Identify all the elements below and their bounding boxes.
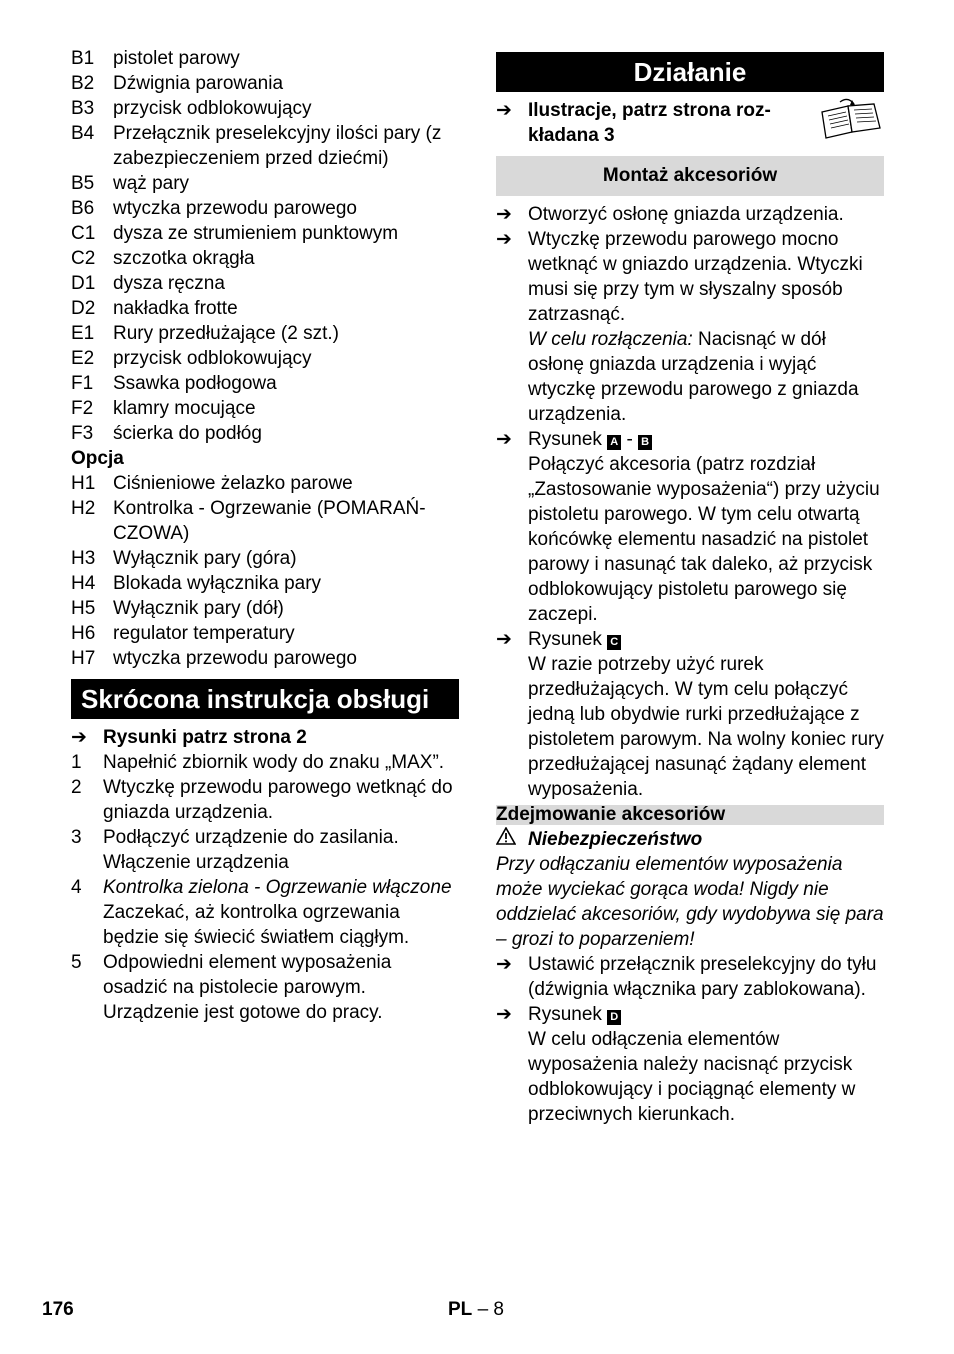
quick-step	[71, 750, 459, 775]
part-text: klamry mocujące	[113, 398, 256, 419]
step-body	[103, 875, 459, 950]
figure-letter: D	[607, 1010, 621, 1025]
danger-label	[496, 827, 884, 852]
arrow-right-icon: ➔	[496, 100, 512, 121]
quick-step	[71, 775, 459, 825]
instruction-item	[496, 952, 884, 1002]
instruction-note	[528, 327, 884, 427]
figure-letter: B	[638, 435, 652, 450]
operation-heading: Działanie	[496, 52, 884, 92]
instruction-body	[528, 952, 884, 1002]
step-text: Odpowiedni element wyposażenia osadzić na pistolecie parowym. Urządzenie jest gotowe do pracy.	[103, 952, 392, 1023]
quick-step	[71, 950, 459, 1025]
step-body	[103, 775, 459, 825]
step-number: 5	[71, 952, 82, 973]
mount-items	[496, 202, 884, 802]
instruction-body	[528, 202, 884, 227]
open-book-icon	[818, 98, 884, 140]
part-text: ścierka do podłóg	[113, 423, 262, 444]
part-item	[71, 571, 459, 596]
part-text: dysza ze strumieniem punktowym	[113, 223, 399, 244]
part-code: D2	[71, 298, 96, 319]
instruction-text: W celu odłączenia elementów wyposażenia należy nacisnąć przycisk odblokowujący i pociągnąć elementy w przeciwnych kierunkach.	[528, 1029, 856, 1125]
danger-text: Przy odłączaniu elementów wyposażenia może wyciekać gorąca woda! Nigdy nie oddzielać akcesoriów, gdy wydobywa się para – grozi to poparzeniem!	[496, 854, 884, 950]
arrow-right-icon: ➔	[496, 204, 512, 225]
step-number: 1	[71, 752, 82, 773]
figure-reference	[528, 427, 884, 452]
step-text: Zaczekać, aż kontrolka ogrzewania będzie się świecić światłem ciągłym.	[103, 902, 410, 948]
part-item	[71, 421, 459, 446]
instruction-text: Wtyczkę przewodu parowego mocno wetknąć w gniazdo urządzenia. Wtyczki musi się przy tym w słyszalny sposób zatrzasnąć.	[528, 229, 863, 325]
part-text: Wyłącznik pary (góra)	[113, 548, 297, 569]
part-item	[71, 271, 459, 296]
page-number: 176	[42, 1299, 74, 1320]
right-column	[496, 52, 884, 1127]
instruction-item	[496, 1002, 884, 1127]
part-item	[71, 221, 459, 246]
step-status: Kontrolka zielona - Ogrzewanie włączone	[103, 877, 452, 898]
part-item	[71, 296, 459, 321]
part-text: Dźwignia parowania	[113, 73, 284, 94]
part-item	[71, 621, 459, 646]
figure-reference	[528, 627, 884, 652]
note-label: W celu rozłączenia:	[528, 329, 693, 350]
part-code: C2	[71, 248, 96, 269]
options-list	[71, 471, 459, 671]
instruction-item	[496, 202, 884, 227]
step-body	[103, 950, 459, 1025]
instruction-body	[528, 427, 884, 627]
instruction-text: Połączyć akcesoria (patrz rozdział „Zastosowanie wyposażenia“) przy użyciu pistoletu parowego. W tym celu otwartą końcówkę elementu nasadzić na pistolet parowy i nasunąć tak daleko, aż przycisk odblokowujący pistoletu parowego się zaczepi.	[528, 454, 880, 625]
part-text: Rury przedłużające (2 szt.)	[113, 323, 339, 344]
part-text: wtyczka przewodu parowego	[113, 648, 357, 669]
arrow-right-icon: ➔	[71, 727, 87, 748]
part-code: B2	[71, 73, 95, 94]
quick-guide-ref	[71, 725, 459, 750]
instruction-item	[496, 227, 884, 427]
part-code: F2	[71, 398, 94, 419]
part-code: E1	[71, 323, 95, 344]
part-text: Blokada wyłącznika pary	[113, 573, 322, 594]
arrow-right-icon: ➔	[496, 954, 512, 975]
part-text: nakładka frotte	[113, 298, 238, 319]
part-item	[71, 46, 459, 71]
arrow-right-icon: ➔	[496, 229, 512, 250]
figure-label: Rysunek	[528, 629, 602, 650]
part-code: B5	[71, 173, 95, 194]
operation-ref-text: Ilustracje, patrz strona roz-kładana 3	[528, 100, 771, 146]
figure-label: Rysunek	[528, 1004, 602, 1025]
part-text: przycisk odblokowujący	[113, 98, 312, 119]
quick-guide-ref-text: Rysunki patrz strona 2	[103, 727, 307, 748]
arrow-right-icon: ➔	[496, 1004, 512, 1025]
part-code: H3	[71, 548, 96, 569]
arrow-right-icon: ➔	[496, 429, 512, 450]
part-item	[71, 596, 459, 621]
part-item	[71, 321, 459, 346]
part-code: B3	[71, 98, 95, 119]
part-code: B4	[71, 123, 95, 144]
part-item	[71, 171, 459, 196]
part-text: regulator temperatury	[113, 623, 295, 644]
language-page: – 8	[477, 1299, 504, 1320]
mount-heading: Montaż akcesoriów	[496, 156, 884, 196]
part-text: szczotka okrągła	[113, 248, 255, 269]
step-text: Napełnić zbiornik wody do znaku „MAX”.	[103, 752, 445, 773]
part-code: D1	[71, 273, 96, 294]
option-heading: Opcja	[71, 448, 124, 469]
page-language	[448, 1297, 504, 1322]
part-text: wąż pary	[113, 173, 190, 194]
part-text: pistolet parowy	[113, 48, 240, 69]
language-code: PL	[448, 1299, 473, 1320]
figure-letter: C	[607, 635, 621, 650]
part-item	[71, 346, 459, 371]
part-code: F1	[71, 373, 94, 394]
figure-dash: -	[621, 429, 639, 450]
step-text: Wtyczkę przewodu parowego wetknąć do gniazda urządzenia.	[103, 777, 453, 823]
arrow-right-icon: ➔	[496, 629, 512, 650]
part-item	[71, 396, 459, 421]
part-item	[71, 646, 459, 671]
figure-letter: A	[607, 435, 621, 450]
quick-step	[71, 825, 459, 875]
instruction-text: W razie potrzeby użyć rurek przedłużających. W tym celu połączyć jedną lub obydwie rurki przedłużające z pistoletem parowym. Na wolny koniec rury przedłużającej nasunąć żądany element wyposażenia.	[528, 654, 884, 800]
part-text: Ssawka podłogowa	[113, 373, 277, 394]
part-code: C1	[71, 223, 96, 244]
part-code: E2	[71, 348, 95, 369]
part-code: H6	[71, 623, 96, 644]
instruction-item	[496, 427, 884, 627]
part-item	[71, 471, 459, 496]
part-item	[71, 96, 459, 121]
figure-label: Rysunek	[528, 429, 602, 450]
step-text: Podłączyć urządzenie do zasilania. Włączenie urządzenia	[103, 827, 399, 873]
remove-heading: Zdejmowanie akcesoriów	[496, 805, 884, 825]
part-text: Wyłącznik pary (dół)	[113, 598, 284, 619]
quick-step	[71, 875, 459, 950]
part-text: Kontrolka - Ogrzewanie (POMARAŃ-CZOWA)	[113, 498, 426, 544]
step-body	[103, 825, 459, 875]
figure-reference	[528, 1002, 884, 1027]
part-code: H7	[71, 648, 96, 669]
part-item	[71, 196, 459, 221]
quick-guide-heading: Skrócona instrukcja obsługi	[71, 679, 459, 719]
left-column	[71, 46, 459, 1025]
instruction-body	[528, 227, 884, 427]
step-body	[103, 750, 459, 775]
instruction-body	[528, 1002, 884, 1127]
part-text: Przełącznik preselekcyjny ilości pary (z zabezpieczeniem przed dziećmi)	[113, 123, 442, 169]
step-number: 3	[71, 827, 82, 848]
part-code: F3	[71, 423, 94, 444]
part-text: dysza ręczna	[113, 273, 225, 294]
part-item	[71, 71, 459, 96]
part-text: Ciśnieniowe żelazko parowe	[113, 473, 353, 494]
part-code: B6	[71, 198, 95, 219]
part-code: H1	[71, 473, 96, 494]
instruction-item	[496, 627, 884, 802]
quick-guide-steps	[71, 750, 459, 1025]
instruction-text: Ustawić przełącznik preselekcyjny do tyłu (dźwignia włącznika pary zablokowana).	[528, 954, 877, 1000]
parts-list	[71, 46, 459, 446]
step-number: 2	[71, 777, 82, 798]
instruction-text: Otworzyć osłonę gniazda urządzenia.	[528, 204, 844, 225]
part-code: H2	[71, 498, 96, 519]
operation-ref	[496, 98, 884, 148]
part-text: wtyczka przewodu parowego	[113, 198, 357, 219]
instruction-body	[528, 627, 884, 802]
warning-triangle-icon	[496, 827, 528, 852]
note-text: Nacisnąć w dół osłonę gniazda urządzenia i wyjąć wtyczkę przewodu parowego z gniazda urządzenia.	[528, 329, 859, 425]
part-code: H4	[71, 573, 96, 594]
part-code: H5	[71, 598, 96, 619]
part-item	[71, 496, 459, 546]
part-item	[71, 371, 459, 396]
part-item	[71, 546, 459, 571]
part-code: B1	[71, 48, 95, 69]
part-item	[71, 121, 459, 171]
remove-items	[496, 952, 884, 1127]
danger-label-text: Niebezpieczeństwo	[528, 829, 703, 850]
part-text: przycisk odblokowujący	[113, 348, 312, 369]
part-item	[71, 246, 459, 271]
step-number: 4	[71, 877, 82, 898]
